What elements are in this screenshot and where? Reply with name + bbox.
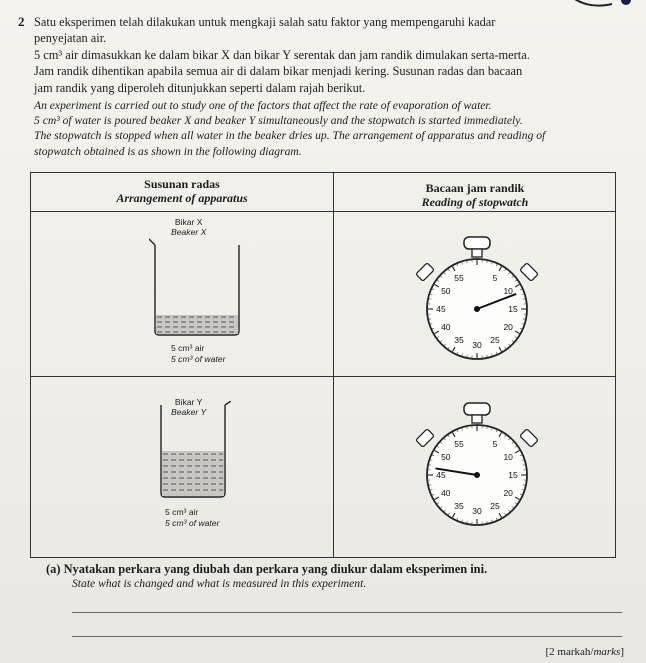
stopwatch-y — [407, 387, 547, 537]
apparatus-table — [30, 172, 616, 558]
stopwatch-x-hand-pivot — [474, 306, 480, 312]
stopwatch-y-dial-number-35: 35 — [454, 501, 464, 512]
stopwatch-x-dial-number-20: 20 — [503, 322, 513, 332]
stopwatch-y-dial-number-45: 45 — [436, 470, 446, 480]
stem-malay-line-5: jam randik yang diperoleh ditunjukkan seperti dalam rajah berikut. — [34, 80, 366, 95]
stopwatch-y-dial-number-50: 50 — [441, 452, 451, 462]
header-reading-english: Reading of stopwatch — [421, 195, 529, 209]
question-number: 2 — [18, 14, 25, 29]
stopwatch-x-dial-number-25: 25 — [490, 335, 500, 346]
stopwatch-y-dial-number-30: 30 — [472, 506, 482, 516]
stopwatch-y-graphic — [407, 387, 547, 537]
stem-english-line-2: 5 cm³ of water is poured beaker X and beaker Y simultaneously and the stopwatch is started immediately. — [34, 114, 523, 128]
beaker-x-volume-malay: 5 cm³ air — [171, 343, 205, 353]
header-reading — [333, 181, 617, 209]
stopwatch-y-hand-pivot — [474, 472, 480, 478]
beaker-y-diagram — [155, 401, 231, 501]
beaker-y-malay: Bikar Y — [174, 397, 203, 407]
stopwatch-y-dial-number-55: 55 — [454, 438, 464, 449]
corner-scan-mark — [566, 0, 636, 12]
beaker-x-volume — [171, 343, 225, 365]
stopwatch-y-left-button — [416, 429, 434, 447]
table-header-divider — [31, 211, 615, 212]
stopwatch-y-dial-number-40: 40 — [441, 488, 451, 498]
marks-malay: [2 markah/ — [545, 646, 594, 658]
stopwatch-x — [407, 221, 547, 371]
marks-english: marks — [593, 646, 621, 658]
stopwatch-x-dial-number-15: 15 — [508, 304, 518, 314]
stopwatch-y-dial-number-25: 25 — [490, 501, 500, 512]
stopwatch-x-graphic — [407, 221, 547, 371]
stopwatch-y-crown-button — [464, 403, 490, 415]
part-a-english: State what is changed and what is measured in this experiment. — [72, 577, 367, 590]
beaker-y-volume-english: 5 cm³ of water — [165, 518, 220, 528]
marks-indicator — [545, 646, 624, 658]
answer-line-1[interactable] — [72, 612, 622, 613]
question-stem-english — [34, 98, 634, 159]
stopwatch-x-dial-number-50: 50 — [441, 286, 451, 296]
marks-close: ] — [620, 646, 624, 658]
stopwatch-y-right-button — [520, 429, 538, 447]
stem-english-line-3: The stopwatch is stopped when all water in the beaker dries up. The arrangement of apparatus and reading of — [34, 129, 546, 143]
part-a-label: (a) — [46, 562, 61, 576]
header-arrangement — [31, 177, 333, 205]
beaker-x-english: Beaker X — [171, 227, 207, 237]
header-arrangement-english: Arrangement of apparatus — [116, 191, 248, 205]
stopwatch-x-dial-number-40: 40 — [441, 322, 451, 332]
beaker-y-english: Beaker Y — [171, 407, 207, 417]
part-a-question — [46, 562, 487, 577]
stopwatch-x-right-button — [520, 263, 538, 281]
stopwatch-y-dial-number-5: 5 — [492, 438, 498, 449]
stem-malay-line-1: Satu eksperimen telah dilakukan untuk mengkaji salah satu faktor yang mempengaruhi kadar — [34, 15, 496, 29]
stem-malay-line-3: 5 cm³ air dimasukkan ke dalam bikar X dan bikar Y serentak dan jam randik dimulakan serta-merta. — [34, 47, 530, 62]
stopwatch-y-dial-number-15: 15 — [508, 470, 518, 480]
stem-english-line-1: An experiment is carried out to study one of the factors that affect the rate of evaporation of water. — [34, 99, 492, 112]
question-stem-malay — [34, 14, 634, 96]
beaker-y-volume-malay: 5 cm³ air — [165, 507, 199, 517]
answer-line-2[interactable] — [72, 636, 622, 637]
table-column-divider — [333, 173, 334, 557]
stopwatch-x-dial-number-55: 55 — [454, 272, 464, 283]
stem-english-line-4: stopwatch obtained is as shown in the following diagram. — [34, 144, 302, 158]
stopwatch-y-dial-number-10: 10 — [503, 452, 513, 462]
beaker-x-malay: Bikar X — [174, 217, 203, 227]
header-arrangement-malay: Susunan radas — [144, 177, 220, 191]
stopwatch-x-dial-number-45: 45 — [436, 304, 446, 314]
part-a-malay: Nyatakan perkara yang diubah dan perkara yang diukur dalam eksperimen ini. — [63, 562, 488, 576]
stem-malay-line-4: Jam randik dihentikan apabila semua air di dalam bikar menjadi kering. Susunan radas dan bacaan — [34, 64, 523, 79]
beaker-x-diagram — [149, 233, 245, 341]
beaker-y-volume — [165, 507, 219, 529]
stopwatch-x-dial-number-10: 10 — [503, 286, 513, 296]
header-reading-malay: Bacaan jam randik — [425, 181, 525, 195]
stopwatch-x-dial-number-5: 5 — [492, 272, 498, 283]
stopwatch-x-dial-number-35: 35 — [454, 335, 464, 346]
stopwatch-x-left-button — [416, 263, 434, 281]
table-row-divider — [31, 376, 615, 377]
stopwatch-x-crown-button — [464, 237, 490, 249]
stem-malay-line-2: penyejatan air. — [34, 31, 107, 46]
stopwatch-x-dial-number-30: 30 — [472, 340, 482, 350]
beaker-x-volume-english: 5 cm³ of water — [171, 354, 226, 364]
stopwatch-y-dial-number-20: 20 — [503, 488, 513, 498]
stopwatch-y-crown-stem — [472, 415, 482, 423]
stopwatch-x-crown-stem — [472, 249, 482, 257]
